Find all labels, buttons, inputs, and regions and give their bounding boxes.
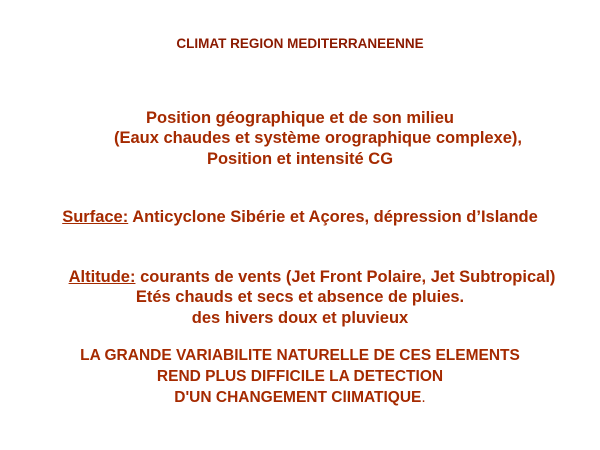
conclusion-line-3: D'UN CHANGEMENT ClIMATIQUE (174, 389, 422, 406)
altitude-paragraph (12, 269, 600, 286)
altitude-text: courants de vents (Jet Front Polaire, Jet Subtropical) (135, 268, 556, 286)
conclusion-period: . (421, 389, 426, 406)
position-line-3: Position et intensité CG (206, 150, 394, 168)
surface-label: Surface: (62, 208, 129, 226)
conclusion-line-3-wrap (0, 390, 600, 406)
position-line-1: Position géographique et de son milieu (145, 109, 455, 127)
conclusion-line-2: REND PLUS DIFFICILE LA DETECTION (156, 368, 444, 385)
position-line-2: (Eaux chaudes et système orographique complexe), (113, 129, 523, 147)
slide-title: CLIMAT REGION MEDITERRANEENNE (176, 36, 424, 51)
altitude-line-2: Etés chauds et secs et absence de pluies. (135, 288, 465, 306)
altitude-label: Altitude: (68, 268, 136, 286)
surface-text: Anticyclone Sibérie et Açores, dépression d’Islande (128, 208, 538, 226)
conclusion-line-1: LA GRANDE VARIABILITE NATURELLE DE CES ELEMENTS (80, 347, 520, 364)
surface-paragraph (0, 209, 600, 226)
altitude-line-3: des hivers doux et pluvieux (191, 309, 409, 327)
